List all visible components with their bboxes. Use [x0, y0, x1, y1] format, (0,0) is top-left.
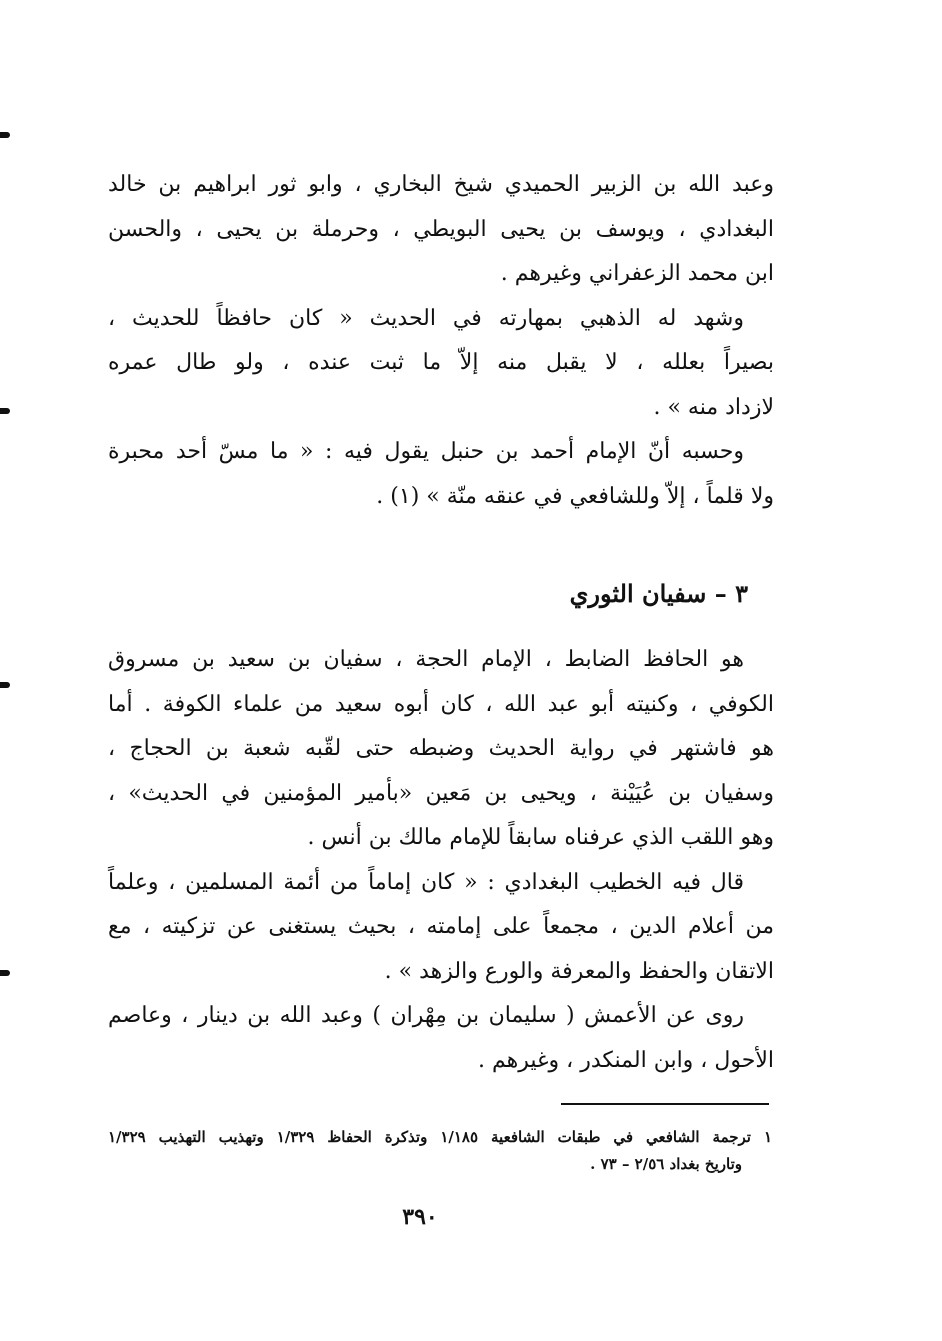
margin-mark — [0, 970, 10, 976]
text-line: هو الحافظ الضابط ، الإمام الحجة ، سفيان بن سعيد بن مسروق — [108, 647, 744, 672]
margin-mark — [0, 408, 10, 414]
footnote — [108, 1124, 772, 1178]
text-line: الاتقان والحفظ والمعرفة والورع والزهد » . — [384, 958, 774, 984]
footnote-line: ١ ترجمة الشافعي في طبقات الشافعية ١/١٨٥ وتذكرة الحفاظ ١/٣٢٩ وتهذيب التهذيب ١/٣٢٩ — [108, 1128, 773, 1146]
body-text-top — [108, 163, 774, 519]
margin-mark — [0, 682, 10, 688]
body-text-bottom — [108, 638, 774, 1083]
text-line: الكوفي ، وكنيته أبو عبد الله ، كان أبوه سعيد من علماء الكوفة . أما — [108, 691, 774, 717]
text-line: وعبد الله بن الزبير الحميدي شيخ البخاري ، وابو ثور ابراهيم بن خالد — [108, 172, 774, 197]
text-line: لازداد منه » . — [653, 394, 774, 420]
text-line: من أعلام الدين ، مجمعاً على إمامته ، بحيث يستغنى عن تزكيته ، مع — [108, 914, 774, 939]
footnote-line: وتاريخ بغداد ٢/٥٦ – ٧٣ . — [590, 1155, 742, 1173]
margin-mark — [0, 132, 10, 138]
text-line: البغدادي ، ويوسف بن يحيى البويطي ، وحرملة بن يحيى ، والحسن — [108, 216, 774, 242]
text-line: وهو اللقب الذي عرفناه سابقاً للإمام مالك بن أنس . — [307, 825, 774, 850]
text-line: روى عن الأعمش ( سليمان بن مِهْران ) وعبد الله بن دينار ، وعاصم — [108, 1003, 744, 1028]
footnote-divider — [561, 1103, 769, 1105]
text-line: وشهد له الذهبي بمهارته في الحديث « كان حافظاً للحديث ، — [108, 305, 744, 331]
text-line: ابن محمد الزعفراني وغيرهم . — [500, 261, 774, 286]
text-line: بصيراً بعلله ، لا يقبل منه إلاّ ما ثبت عنده ، ولو طال عمره — [108, 350, 774, 375]
text-line: الأحول ، وابن المنكدر ، وغيرهم . — [477, 1047, 774, 1073]
text-line: وسفيان بن عُيَيْنة ، ويحيى بن مَعين «بأمير المؤمنين في الحديث» ، — [108, 780, 774, 806]
text-line: هو فاشتهر في رواية الحديث وضبطه حتى لقّبه شعبة بن الحجاج ، — [108, 736, 774, 761]
text-line: ولا قلماً ، إلاّ وللشافعي في عنقه منّة » (١) . — [376, 483, 774, 509]
section-heading: ٣ – سفيان الثوري — [569, 579, 748, 608]
page-number: ٣٩٠ — [402, 1204, 438, 1230]
text-line: وحسبه أنّ الإمام أحمد بن حنبل يقول فيه : « ما مسّ أحد محبرة — [108, 439, 744, 464]
text-line: قال فيه الخطيب البغدادي : « كان إماماً من أئمة المسلمين ، وعلماً — [108, 869, 744, 895]
